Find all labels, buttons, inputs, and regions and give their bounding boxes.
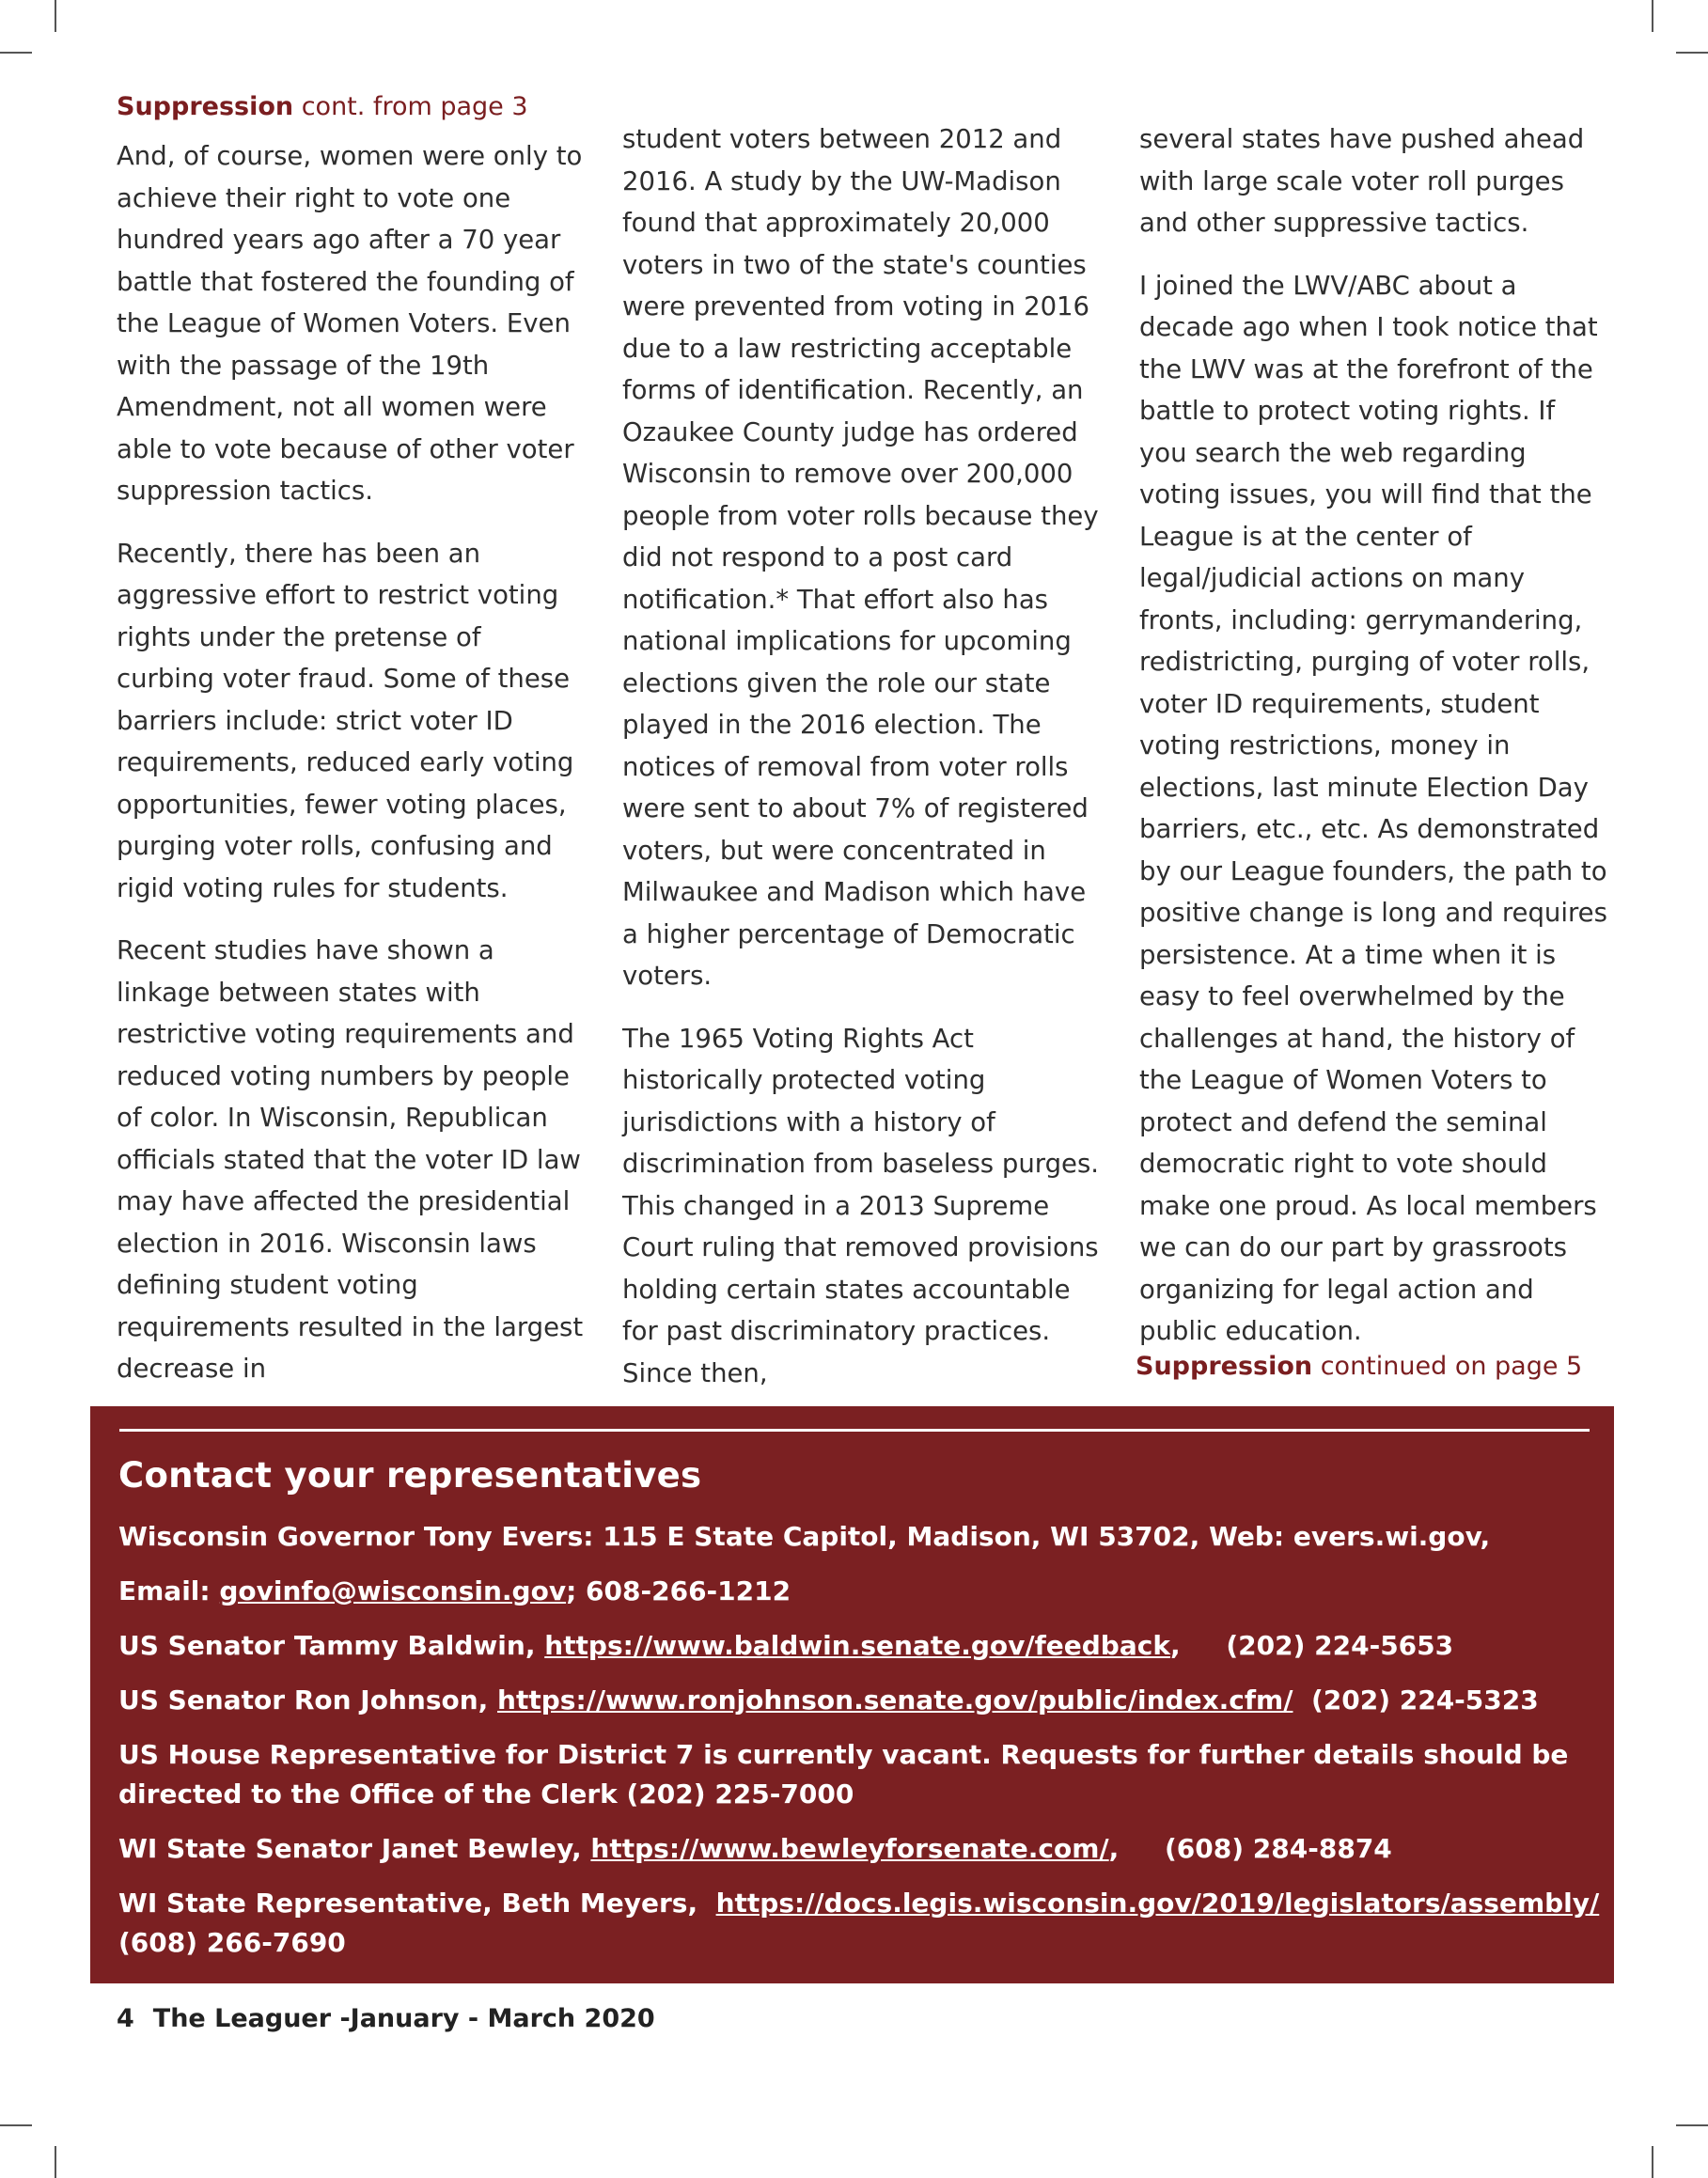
contact-label: US Senator Ron Johnson, [118, 1684, 498, 1716]
crop-mark [1676, 52, 1708, 54]
paragraph: And, of course, women were only to achieve their right to vote one hundred years ago after a 70 year battle that fostered the founding of the League of Women Voters. Even with the passage of the 19th Amendment, not all women were able to vote because of other voter suppression tactics. [117, 141, 583, 506]
contact-phone: , (202) 224-5653 [1169, 1630, 1454, 1661]
crop-mark [1652, 0, 1653, 32]
contact-bewley [118, 1829, 1594, 1869]
divider [119, 1429, 1590, 1432]
contact-email [118, 1572, 1594, 1611]
contact-title: Contact your representatives [118, 1455, 702, 1496]
contact-meyers [118, 1884, 1600, 1963]
contact-label: Email: [118, 1575, 220, 1606]
suppression-label: Suppression [1136, 1352, 1313, 1381]
paragraph: student voters between 2012 and 2016. A study by the UW-Madison found that approximately 20,000 voters in two of the state's counties were prevented from voting in 2016 due to a law restricting acceptable forms of identification. Recently, an Ozaukee County judge has ordered Wisconsin to remove over 200,000 people from voter rolls because they did not respond to a post card notification.* That effort also has national implications for upcoming elections given the role our state played in the 2016 election. The notices of removal from voter rolls were sent to about 7% of registered voters, but were concentrated in Milwaukee and Madison which have a higher percentage of Democratic voters. [622, 124, 1099, 991]
contact-phone: ; 608-266-1212 [566, 1575, 791, 1606]
johnson-link[interactable]: https://www.ronjohnson.senate.gov/public/index.cfm/ [497, 1684, 1293, 1716]
meyers-link[interactable]: https://docs.legis.wisconsin.gov/2019/legislators/assembly/ [715, 1888, 1600, 1919]
contact-label: WI State Senator Janet Bewley, [118, 1833, 591, 1864]
email-link[interactable]: govinfo@wisconsin.gov [219, 1575, 567, 1606]
crop-mark [0, 52, 32, 54]
contact-phone: , (608) 284-8874 [1108, 1833, 1392, 1864]
contact-label: US Senator Tammy Baldwin, [118, 1630, 545, 1661]
contact-phone: (608) 266-7690 [118, 1927, 346, 1958]
contact-representatives-box [90, 1406, 1614, 1983]
continued-on-text: continued on page 5 [1312, 1352, 1583, 1381]
paragraph: Recent studies have shown a linkage between states with restrictive voting requirements and reduced voting numbers by people of color. In Wisconsin, Republican officials stated that the voter ID law may have affected the presidential election in 2016. Wisconsin laws defining student voting requirements resulted in the largest decrease in [117, 935, 584, 1384]
paragraph: several states have pushed ahead with large scale voter roll purges and other suppressive tactics. [1139, 124, 1585, 238]
crop-mark [1676, 2124, 1708, 2126]
contact-johnson [118, 1681, 1594, 1720]
crop-mark [55, 2146, 56, 2178]
contact-house: US House Representative for District 7 is currently vacant. Requests for further details should be directed to the Office of the Clerk (202) 225-7000 [118, 1739, 1569, 1810]
paragraph: Recently, there has been an aggressive effort to restrict voting rights under the pretense of curbing voter fraud. Some of these barriers include: strict voter ID requirements, reduced early voting opportunities, fewer voting places, purging voter rolls, confusing and rigid voting rules for students. [117, 538, 574, 903]
paragraph: I joined the LWV/ABC about a decade ago when I took notice that the LWV was at the forefront of the battle to protect voting rights. If you search the web regarding voting issues, you will find that the League is at the center of legal/judicial actions on many fronts, including: gerrymandering, redistricting, purging of voter rolls, voter ID requirements, student voting restrictions, money in elections, last minute Election Day barriers, etc., etc. As demonstrated by our League founders, the path to positive change is long and requires persistence. At a time when it is easy to feel overwhelmed by the challenges at hand, the history of the League of Women Voters to protect and defend the seminal democratic right to vote should make one proud. As local members we can do our part by grassroots organizing for legal action and public education. [1139, 270, 1607, 1346]
baldwin-link[interactable]: https://www.baldwin.senate.gov/feedback [544, 1630, 1170, 1661]
crop-mark [1652, 2146, 1653, 2178]
crop-mark [55, 0, 56, 32]
contact-label: WI State Representative, Beth Meyers, [118, 1888, 716, 1919]
continued-on-label [1136, 1352, 1582, 1381]
paragraph: The 1965 Voting Rights Act historically protected voting jurisdictions with a history of discrimination from baseless purges. This changed in a 2013 Supreme Court ruling that removed provisions holding certain states accountable for past discriminatory practices. Since then, [622, 1023, 1100, 1388]
article-column-1 [117, 86, 587, 1411]
contact-governor: Wisconsin Governor Tony Evers: 115 E State Capitol, Madison, WI 53702, Web: evers.wi.gov, [118, 1521, 1491, 1552]
contact-list [118, 1517, 1600, 1978]
suppression-label: Suppression [117, 92, 294, 121]
continued-from-label [117, 86, 587, 128]
contact-phone: (202) 224-5323 [1293, 1684, 1539, 1716]
publication-title: The Leaguer -January - March 2020 [152, 2004, 655, 2033]
continued-from-text: cont. from page 3 [293, 92, 528, 121]
page-footer [117, 2004, 655, 2033]
contact-baldwin [118, 1626, 1594, 1666]
page-number: 4 [117, 2004, 134, 2033]
article-column-3 [1139, 118, 1609, 1373]
article-column-2 [622, 118, 1102, 1415]
crop-mark [0, 2124, 32, 2126]
bewley-link[interactable]: https://www.bewleyforsenate.com/ [590, 1833, 1109, 1864]
